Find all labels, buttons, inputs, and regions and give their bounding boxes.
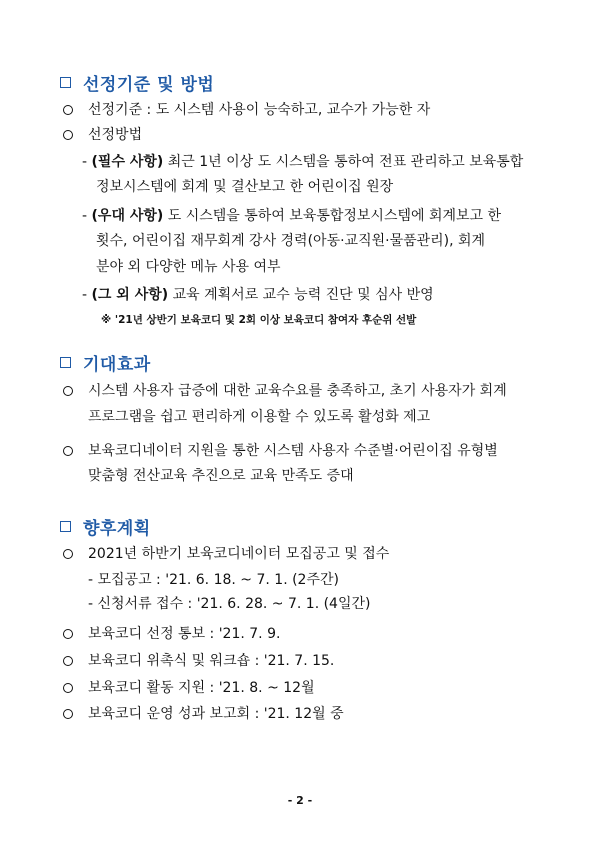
- circle-bullet-icon: [63, 705, 73, 723]
- square-bullet-icon: [60, 77, 71, 88]
- preferred-tag: (우대 사항): [91, 208, 164, 224]
- section-title: 선정기준 및 방법: [83, 75, 215, 95]
- circle-bullet-icon: [63, 625, 73, 643]
- required-continuation: 정보시스템에 회계 및 결산보고 한 어린이집 원장: [96, 179, 394, 195]
- preferred-text: 도 시스템을 통하여 보육통합정보시스템에 회계보고 한: [163, 208, 502, 224]
- plan-sub-1: - 모집공고 : '21. 6. 18. ~ 7. 1. (2주간): [88, 572, 339, 588]
- note-line: ※ '21년 상반기 보육코디 및 2회 이상 보육코디 참여자 후순위 선발: [101, 314, 417, 326]
- section-heading-effects: [60, 350, 151, 375]
- section-heading-plan: [60, 514, 151, 539]
- plan-item-5: 보육코디 운영 성과 보고회 : '21. 12월 중: [88, 706, 344, 722]
- effect-2-line-2: 맞춤형 전산교육 추진으로 교육 만족도 증대: [88, 468, 354, 484]
- circle-bullet-icon: [63, 101, 73, 119]
- other-item: - (그 외 사항) 교육 계획서로 교수 능력 진단 및 심사 반영: [82, 287, 434, 303]
- square-bullet-icon: [60, 357, 71, 368]
- square-bullet-icon: [60, 521, 71, 532]
- circle-bullet-icon: [63, 652, 73, 670]
- criteria-line: 선정기준 : 도 시스템 사용이 능숙하고, 교수가 가능한 자: [88, 102, 431, 118]
- preferred-continuation-1: 횟수, 어린이집 재무회계 강사 경력(아동·교직원·물품관리), 회계: [96, 233, 486, 249]
- effect-1-line-2: 프로그램을 쉽고 편리하게 이용할 수 있도록 활성화 제고: [88, 409, 431, 425]
- preferred-continuation-2: 분야 외 다양한 메뉴 사용 여부: [96, 259, 281, 275]
- section-title: 향후계획: [83, 519, 151, 539]
- effect-2-line-1: 보육코디네이터 지원을 통한 시스템 사용자 수준별·어린이집 유형별: [88, 443, 498, 459]
- circle-bullet-icon: [63, 442, 73, 460]
- plan-sub-2: - 신청서류 접수 : '21. 6. 28. ~ 7. 1. (4일간): [88, 596, 371, 612]
- circle-bullet-icon: [63, 679, 73, 697]
- page-number: - 2 -: [287, 794, 313, 807]
- other-tag: (그 외 사항): [91, 287, 169, 303]
- circle-bullet-icon: [63, 382, 73, 400]
- plan-item-1: 2021년 하반기 보육코디네이터 모집공고 및 접수: [88, 546, 390, 562]
- plan-item-3: 보육코디 위촉식 및 워크숍 : '21. 7. 15.: [88, 653, 335, 669]
- required-item: - (필수 사항) 최근 1년 이상 도 시스템을 통하여 전표 관리하고 보육통합: [82, 154, 524, 170]
- method-label: 선정방법: [88, 127, 143, 143]
- other-text: 교육 계획서로 교수 능력 진단 및 심사 반영: [168, 287, 434, 303]
- required-tag: (필수 사항): [91, 154, 164, 170]
- circle-bullet-icon: [63, 126, 73, 144]
- plan-item-4: 보육코디 활동 지원 : '21. 8. ~ 12월: [88, 680, 315, 696]
- section-heading-criteria: [60, 70, 214, 95]
- effect-1-line-1: 시스템 사용자 급증에 대한 교육수요를 충족하고, 초기 사용자가 회계: [88, 383, 507, 399]
- required-text: 최근 1년 이상 도 시스템을 통하여 전표 관리하고 보육통합: [163, 154, 524, 170]
- preferred-item: - (우대 사항) 도 시스템을 통하여 보육통합정보시스템에 회계보고 한: [82, 208, 502, 224]
- circle-bullet-icon: [63, 545, 73, 563]
- plan-item-2: 보육코디 선정 통보 : '21. 7. 9.: [88, 626, 281, 642]
- section-title: 기대효과: [83, 355, 151, 375]
